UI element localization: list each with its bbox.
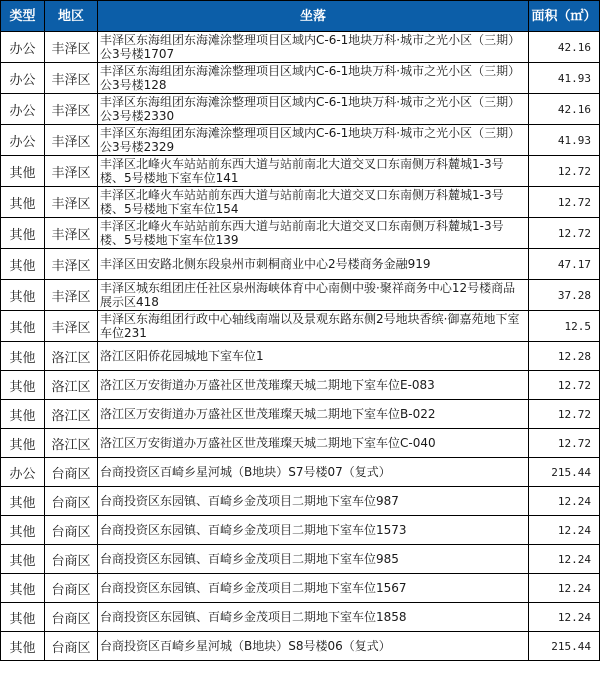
cell-address: 台商投资区东园镇、百崎乡金茂项目二期地下室车位1858 xyxy=(98,603,529,632)
cell-area: 215.44 xyxy=(529,632,600,661)
cell-region: 丰泽区 xyxy=(45,94,98,125)
cell-region: 台商区 xyxy=(45,603,98,632)
cell-area: 12.72 xyxy=(529,371,600,400)
cell-region: 台商区 xyxy=(45,574,98,603)
cell-address: 洛江区阳侨花园城地下室车位1 xyxy=(98,342,529,371)
cell-area: 12.24 xyxy=(529,487,600,516)
cell-area: 42.16 xyxy=(529,32,600,63)
table-row xyxy=(1,574,600,603)
cell-address: 台商投资区东园镇、百崎乡金茂项目二期地下室车位1567 xyxy=(98,574,529,603)
cell-region: 洛江区 xyxy=(45,342,98,371)
cell-type: 办公 xyxy=(1,63,45,94)
cell-address: 丰泽区北峰火车站站前东西大道与站前南北大道交叉口东南侧万科麓城1-3号楼、5号楼地下室车位141 xyxy=(98,156,529,187)
cell-region: 丰泽区 xyxy=(45,32,98,63)
cell-type: 其他 xyxy=(1,603,45,632)
table-row xyxy=(1,249,600,280)
cell-address: 丰泽区东海组团东海滩涂整理项目区域内C-6-1地块万科·城市之光小区（三期）公3号楼2329 xyxy=(98,125,529,156)
header-type: 类型 xyxy=(1,1,45,32)
cell-region: 丰泽区 xyxy=(45,311,98,342)
cell-region: 丰泽区 xyxy=(45,187,98,218)
table-row xyxy=(1,32,600,63)
cell-address: 丰泽区东海组团东海滩涂整理项目区域内C-6-1地块万科·城市之光小区（三期）公3号楼2330 xyxy=(98,94,529,125)
cell-type: 其他 xyxy=(1,632,45,661)
cell-region: 台商区 xyxy=(45,545,98,574)
cell-region: 台商区 xyxy=(45,516,98,545)
cell-type: 其他 xyxy=(1,156,45,187)
cell-address: 洛江区万安街道办万盛社区世茂璀璨天城二期地下室车位B-022 xyxy=(98,400,529,429)
table-row xyxy=(1,342,600,371)
cell-area: 12.24 xyxy=(529,545,600,574)
cell-address: 台商投资区东园镇、百崎乡金茂项目二期地下室车位1573 xyxy=(98,516,529,545)
cell-area: 12.24 xyxy=(529,516,600,545)
table-row xyxy=(1,458,600,487)
table-row xyxy=(1,218,600,249)
cell-area: 12.72 xyxy=(529,429,600,458)
table-row xyxy=(1,371,600,400)
table-body xyxy=(1,32,600,661)
cell-area: 12.24 xyxy=(529,603,600,632)
cell-region: 洛江区 xyxy=(45,400,98,429)
cell-region: 洛江区 xyxy=(45,371,98,400)
table-row xyxy=(1,400,600,429)
cell-type: 办公 xyxy=(1,125,45,156)
cell-address: 丰泽区北峰火车站站前东西大道与站前南北大道交叉口东南侧万科麓城1-3号楼、5号楼地下室车位154 xyxy=(98,187,529,218)
cell-address: 台商投资区东园镇、百崎乡金茂项目二期地下室车位985 xyxy=(98,545,529,574)
cell-area: 12.28 xyxy=(529,342,600,371)
cell-type: 其他 xyxy=(1,429,45,458)
cell-region: 丰泽区 xyxy=(45,249,98,280)
cell-type: 其他 xyxy=(1,342,45,371)
header-area: 面积（㎡） xyxy=(529,1,600,32)
cell-address: 洛江区万安街道办万盛社区世茂璀璨天城二期地下室车位E-083 xyxy=(98,371,529,400)
cell-region: 丰泽区 xyxy=(45,63,98,94)
cell-area: 12.5 xyxy=(529,311,600,342)
cell-area: 41.93 xyxy=(529,125,600,156)
cell-region: 台商区 xyxy=(45,458,98,487)
cell-region: 丰泽区 xyxy=(45,280,98,311)
cell-address: 丰泽区东海组团东海滩涂整理项目区域内C-6-1地块万科·城市之光小区（三期）公3号楼1707 xyxy=(98,32,529,63)
cell-type: 其他 xyxy=(1,187,45,218)
table-row xyxy=(1,487,600,516)
cell-type: 办公 xyxy=(1,32,45,63)
table-row xyxy=(1,94,600,125)
cell-address: 台商投资区百崎乡星河城（B地块）S7号楼07（复式） xyxy=(98,458,529,487)
cell-area: 47.17 xyxy=(529,249,600,280)
cell-region: 丰泽区 xyxy=(45,125,98,156)
cell-type: 其他 xyxy=(1,487,45,516)
cell-type: 其他 xyxy=(1,218,45,249)
cell-region: 丰泽区 xyxy=(45,218,98,249)
cell-region: 洛江区 xyxy=(45,429,98,458)
table-row xyxy=(1,156,600,187)
cell-type: 办公 xyxy=(1,458,45,487)
cell-type: 办公 xyxy=(1,94,45,125)
table-row xyxy=(1,187,600,218)
cell-type: 其他 xyxy=(1,249,45,280)
cell-area: 42.16 xyxy=(529,94,600,125)
cell-type: 其他 xyxy=(1,280,45,311)
table-row xyxy=(1,125,600,156)
cell-type: 其他 xyxy=(1,371,45,400)
cell-address: 丰泽区东海组团行政中心轴线南端以及景观东路东侧2号地块香缤·御嘉苑地下室车位231 xyxy=(98,311,529,342)
cell-address: 台商投资区百崎乡星河城（B地块）S8号楼06（复式） xyxy=(98,632,529,661)
cell-area: 12.72 xyxy=(529,187,600,218)
cell-area: 215.44 xyxy=(529,458,600,487)
cell-area: 12.72 xyxy=(529,400,600,429)
table-row xyxy=(1,545,600,574)
cell-area: 37.28 xyxy=(529,280,600,311)
table-row xyxy=(1,632,600,661)
cell-type: 其他 xyxy=(1,516,45,545)
cell-address: 丰泽区东海组团东海滩涂整理项目区域内C-6-1地块万科·城市之光小区（三期）公3号楼128 xyxy=(98,63,529,94)
cell-address: 洛江区万安街道办万盛社区世茂璀璨天城二期地下室车位C-040 xyxy=(98,429,529,458)
cell-area: 12.72 xyxy=(529,218,600,249)
cell-address: 丰泽区城东组团庄任社区泉州海峡体育中心南侧中骏·聚祥商务中心12号楼商品展示区418 xyxy=(98,280,529,311)
cell-type: 其他 xyxy=(1,400,45,429)
cell-address: 台商投资区东园镇、百崎乡金茂项目二期地下室车位987 xyxy=(98,487,529,516)
cell-area: 41.93 xyxy=(529,63,600,94)
cell-area: 12.24 xyxy=(529,574,600,603)
table-row xyxy=(1,280,600,311)
cell-area: 12.72 xyxy=(529,156,600,187)
cell-address: 丰泽区田安路北侧东段泉州市刺桐商业中心2号楼商务金融919 xyxy=(98,249,529,280)
header-region: 地区 xyxy=(45,1,98,32)
table-row xyxy=(1,63,600,94)
table-row xyxy=(1,311,600,342)
cell-region: 台商区 xyxy=(45,487,98,516)
table-row xyxy=(1,516,600,545)
cell-region: 丰泽区 xyxy=(45,156,98,187)
cell-region: 台商区 xyxy=(45,632,98,661)
cell-type: 其他 xyxy=(1,545,45,574)
cell-address: 丰泽区北峰火车站站前东西大道与站前南北大道交叉口东南侧万科麓城1-3号楼、5号楼地下室车位139 xyxy=(98,218,529,249)
table-row xyxy=(1,603,600,632)
cell-type: 其他 xyxy=(1,311,45,342)
header-row xyxy=(1,1,600,32)
table-row xyxy=(1,429,600,458)
cell-type: 其他 xyxy=(1,574,45,603)
header-address: 坐落 xyxy=(98,1,529,32)
